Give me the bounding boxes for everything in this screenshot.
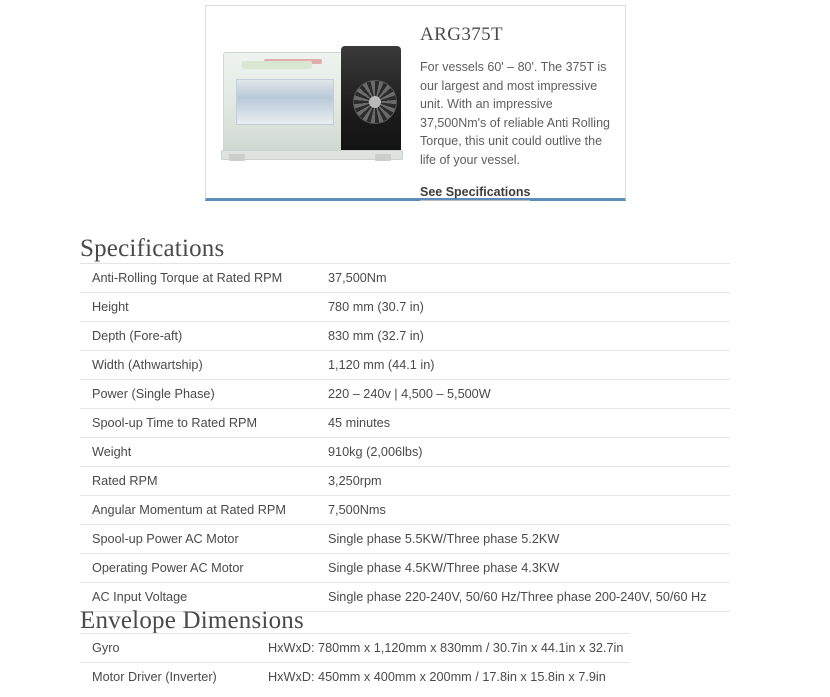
- table-row: [80, 438, 730, 467]
- product-card: [205, 5, 626, 201]
- spec-label: Power (Single Phase): [80, 380, 318, 409]
- spec-label: Operating Power AC Motor: [80, 554, 318, 583]
- table-row: [80, 380, 730, 409]
- table-row: [80, 634, 630, 663]
- spec-label: Height: [80, 293, 318, 322]
- table-row: [80, 663, 630, 692]
- product-title: ARG375T: [420, 24, 504, 45]
- table-row: [80, 351, 730, 380]
- gyro-foot-left: [229, 154, 245, 161]
- spec-label: Angular Momentum at Rated RPM: [80, 496, 318, 525]
- spec-value: 37,500Nm: [318, 264, 730, 293]
- table-row: [80, 467, 730, 496]
- gyro-top-accent: [264, 59, 322, 64]
- table-row: [80, 525, 730, 554]
- gyro-housing: [223, 52, 350, 154]
- spec-value: 910kg (2,006lbs): [318, 438, 730, 467]
- specifications-table: [80, 263, 730, 612]
- spec-label: AC Input Voltage: [80, 583, 318, 612]
- spec-value: 45 minutes: [318, 409, 730, 438]
- gyro-foot-right: [375, 154, 391, 161]
- envelope-value: HxWxD: 450mm x 400mm x 200mm / 17.8in x 15.8in x 7.9in: [258, 663, 630, 692]
- spec-value: 1,120 mm (44.1 in): [318, 351, 730, 380]
- see-specifications-link[interactable]: See Specifications: [420, 185, 531, 199]
- spec-label: Anti-Rolling Torque at Rated RPM: [80, 264, 318, 293]
- gyro-fan-icon: [353, 80, 397, 124]
- envelope-dimensions-table: [80, 633, 630, 691]
- spec-label: Width (Athwartship): [80, 351, 318, 380]
- envelope-label: Gyro: [80, 634, 258, 663]
- table-row: [80, 496, 730, 525]
- gyro-stabilizer-illustration: [215, 42, 411, 162]
- spec-value: 3,250rpm: [318, 467, 730, 496]
- product-description: For vessels 60' – 80'. The 375T is our largest and most impressive unit. With an impressive 37,500Nm's of reliable Anti Rolling Torque, this unit could outlive the life of your vessel.: [420, 60, 610, 167]
- spec-value: 830 mm (32.7 in): [318, 322, 730, 351]
- spec-value: Single phase 4.5KW/Three phase 4.3KW: [318, 554, 730, 583]
- spec-value: Single phase 220-240V, 50/60 Hz/Three phase 200-240V, 50/60 Hz: [318, 583, 730, 612]
- spec-value: 780 mm (30.7 in): [318, 293, 730, 322]
- spec-label: Depth (Fore-aft): [80, 322, 318, 351]
- spec-label: Rated RPM: [80, 467, 318, 496]
- spec-value: 7,500Nms: [318, 496, 730, 525]
- spec-label: Spool-up Power AC Motor: [80, 525, 318, 554]
- table-row: [80, 554, 730, 583]
- envelope-value: HxWxD: 780mm x 1,120mm x 830mm / 30.7in x 44.1in x 32.7in: [258, 634, 630, 663]
- table-row: [80, 322, 730, 351]
- table-row: [80, 264, 730, 293]
- envelope-label: Motor Driver (Inverter): [80, 663, 258, 692]
- specifications-heading: Specifications: [80, 234, 225, 262]
- spec-label: Spool-up Time to Rated RPM: [80, 409, 318, 438]
- spec-value: 220 – 240v | 4,500 – 5,500W: [318, 380, 730, 409]
- product-image: [206, 6, 414, 198]
- spec-label: Weight: [80, 438, 318, 467]
- table-row: [80, 293, 730, 322]
- spec-value: Single phase 5.5KW/Three phase 5.2KW: [318, 525, 730, 554]
- table-row: [80, 409, 730, 438]
- envelope-dimensions-heading: Envelope Dimensions: [80, 606, 304, 634]
